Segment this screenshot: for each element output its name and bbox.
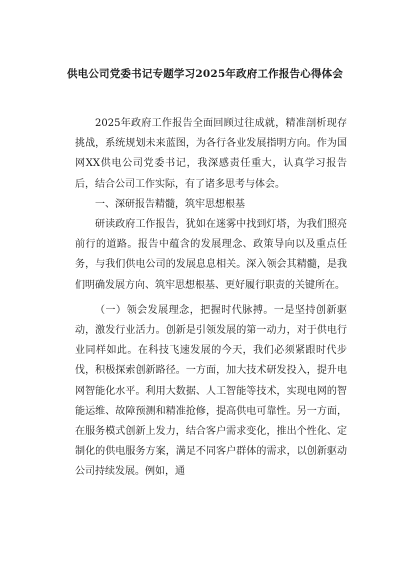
document-title: 供电公司党委书记专题学习2025年政府工作报告心得体会 xyxy=(66,68,344,80)
section-heading: 一、深研报告精髓，筑牢思想根基 xyxy=(95,198,245,210)
subsection-paragraph: （一）领会发展理念，把握时代脉搏。一是坚持创新驱动，激发行业活力。创新是引领发展的第一动力，对于供电行业同样如此。在科技飞速发展的今天，我们必须紧跟时代步伐，积极探索创新路径。一方面，加大技术研发投入，提升电网智能化水平。利用大数据、人工智能等技术，实现电网的智能运维、故障预测和精准抢修，提高供电可靠性。另一方面，在服务模式创新上发力，结合客户需求变化，推出个性化、定制化的供电服务方案，满足不同客户群体的需求，以创新驱动公司持续发展。例如，通 xyxy=(75,304,347,478)
body-paragraph: 研读政府工作报告，犹如在迷雾中找到灯塔，为我们照亮前行的道路。报告中蕴含的发展理念、政策导向以及重点任务，与我们供电公司的发展息息相关。深入领会其精髓，是我们明确发展方向、筑牢思想根基、更好履行职责的关键所在。 xyxy=(75,219,347,291)
intro-paragraph: 2025年政府工作报告全面回顾过往成就，精准剖析现存挑战，系统规划未来蓝图，为各行各业发展指明方向。作为国网XX供电公司党委书记，我深感责任重大，认真学习报告后，结合公司工作实际，有了诸多思考与体会。 xyxy=(75,118,347,190)
document-body xyxy=(75,114,347,483)
